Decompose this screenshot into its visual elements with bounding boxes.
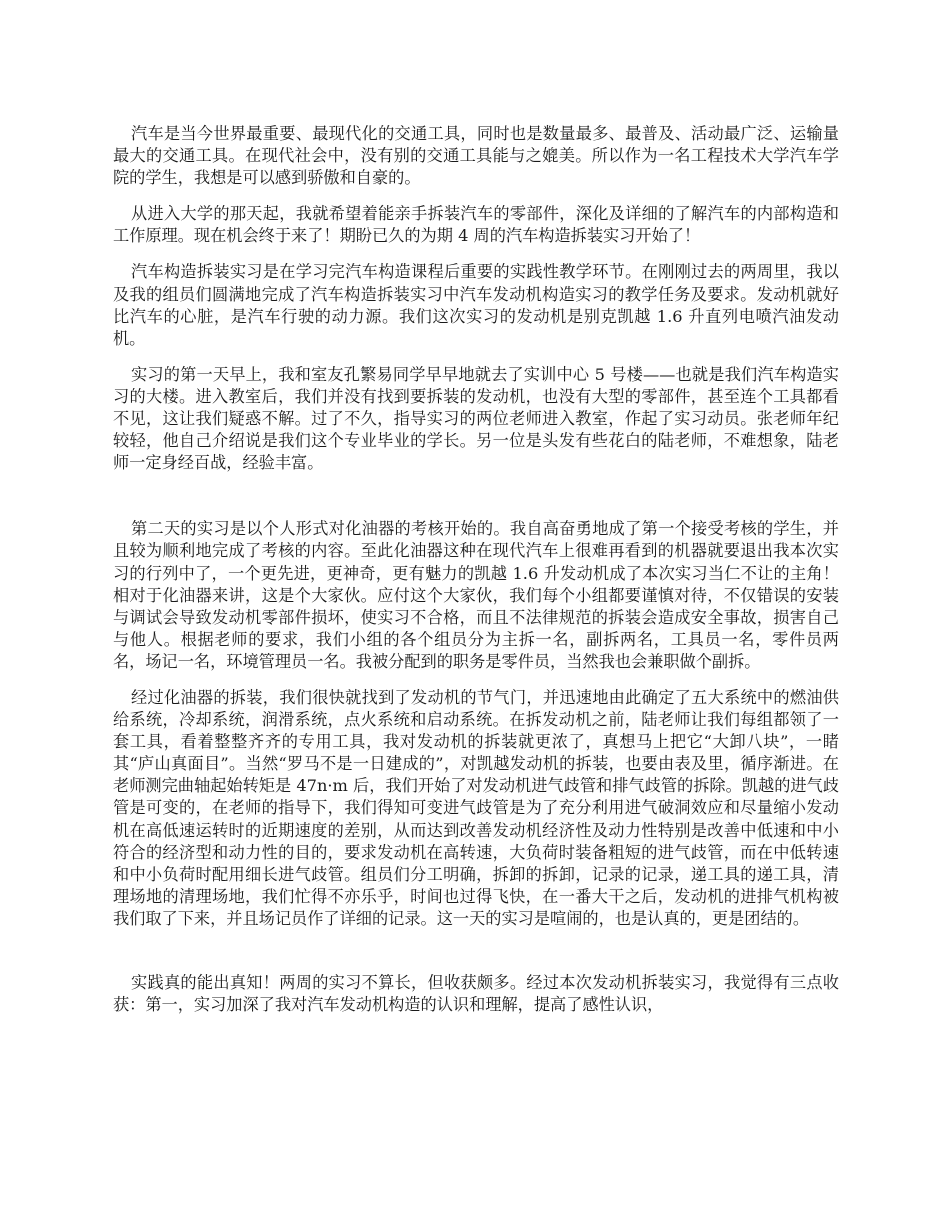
paragraph-spacer <box>113 944 839 972</box>
paragraph-expectation: 从进入大学的那天起，我就希望着能亲手拆装汽车的零部件，深化及详细的了解汽车的内部构造和工作原理。现在机会终于来了！期盼已久的为期 4 周的汽车构造拆装实习开始了！ <box>113 204 839 246</box>
paragraph-disassembly: 经过化油器的拆装，我们很快就找到了发动机的节气门，并迅速地由此确定了五大系统中的燃油供给系统，冷却系统，润滑系统，点火系统和启动系统。在拆发动机之前，陆老师让我们每组都领了一套工具，看着整整齐齐的专用工具，我对发动机的拆装就更浓了，真想马上把它“大卸八块”，一睹其“庐山真面目”。当然“罗马不是一日建成的”，对凯越发动机的拆装，也要由表及里，循序渐进。在老师测完曲轴起始转矩是 47n·m 后，我们开始了对发动机进气歧管和排气歧管的拆除。凯越的进气歧管是可变的，在老师的指导下，我们得知可变进气歧管是为了充分利用进气破洞效应和尽量缩小发动机在高低速运转时的近期速度的差别，从而达到改善发动机经济性及动力性特别是改善中低速和中小符合的经济型和动力性的目的，要求发动机在高转速，大负荷时装备粗短的进气歧管，而在中低转速和中小负荷时配用细长进气歧管。组员们分工明确，拆卸的拆卸，记录的记录，递工具的递工具，清理场地的清理场地，我们忙得不亦乐乎，时间也过得飞快，在一番大干之后，发动机的进排气机构被我们取了下来，并且场记员作了详细的记录。这一天的实习是喧闹的，也是认真的，更是团结的。 <box>113 687 839 928</box>
paragraph-intro: 汽车是当今世界最重要、最现代化的交通工具，同时也是数量最多、最普及、活动最广泛、运输量最大的交通工具。在现代社会中，没有别的交通工具能与之媲美。所以作为一名工程技术大学汽车学院的学生，我想是可以感到骄傲和自豪的。 <box>113 124 839 188</box>
paragraph-spacer <box>113 488 839 518</box>
document-body <box>113 123 839 1030</box>
paragraph-first-day: 实习的第一天早上，我和室友孔繁易同学早早地就去了实训中心 5 号楼——也就是我们汽车构造实习的大楼。进入教室后，我们并没有找到要拆装的发动机，也没有大型的零部件，甚至连个工具都看不见，这让我们疑惑不解。过了不久，指导实习的两位老师进入教室，作起了实习动员。张老师年纪较轻，他自己介绍说是我们这个专业毕业的学长。另一位是头发有些花白的陆老师，不难想象，陆老师一定身经百战，经验丰富。 <box>113 364 839 473</box>
paragraph-second-day: 第二天的实习是以个人形式对化油器的考核开始的。我自高奋勇地成了第一个接受考核的学生，并且较为顺利地完成了考核的内容。至此化油器这种在现代汽车上很难再看到的机器就要退出我本次实习的行列中了，一个更先进，更神奇，更有魅力的凯越 1.6 升发动机成了本次实习当仁不让的主角！相对于化油器来讲，这是个大家伙。应付这个大家伙，我们每个小组都要谨慎对待，不仅错误的安装与调试会导致发动机零部件损坏，使实习不合格，而且不法律规范的拆装会造成安全事故，损害自己与他人。根据老师的要求，我们小组的各个组员分为主拆一名，副拆两名，工具员一名，零件员两名，场记一名，环境管理员一名。我被分配到的职务是零件员，当然我也会兼职做个副拆。 <box>113 519 839 671</box>
paragraph-conclusion: 实践真的能出真知！两周的实习不算长，但收获颇多。经过本次发动机拆装实习，我觉得有三点收获：第一，实习加深了我对汽车发动机构造的认识和理解，提高了感性认识， <box>113 973 839 1015</box>
paragraph-course-overview: 汽车构造拆装实习是在学习完汽车构造课程后重要的实践性教学环节。在刚刚过去的两周里，我以及我的组员们圆满地完成了汽车构造拆装实习中汽车发动机构造实习的教学任务及要求。发动机就好比汽车的心脏，是汽车行驶的动力源。我们这次实习的发动机是别克凯越 1.6 升直列电喷汽油发动机。 <box>113 262 839 348</box>
